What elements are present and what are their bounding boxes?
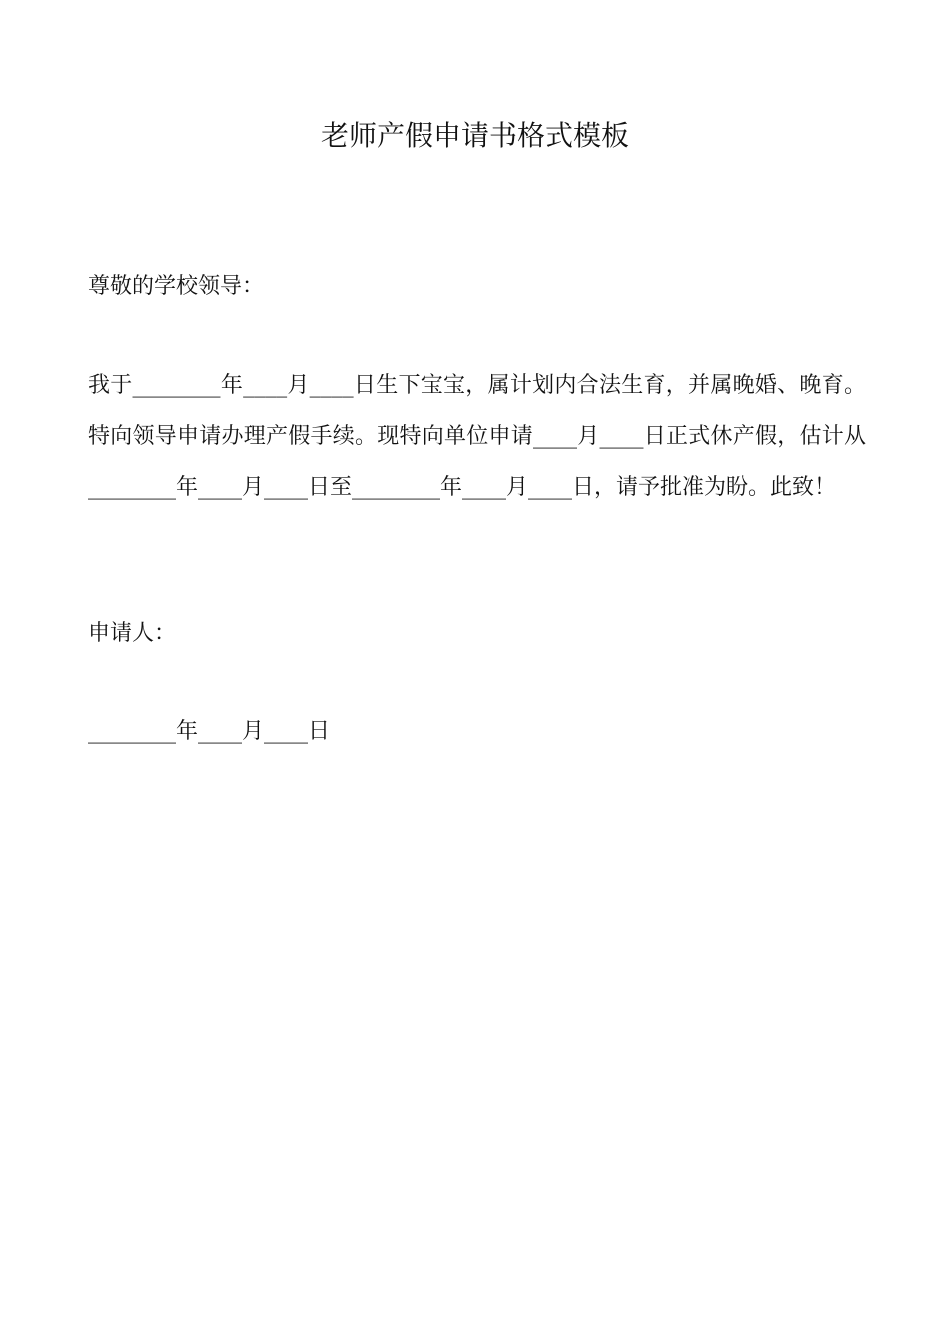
signature-date-line: ________年____月____日 bbox=[88, 719, 331, 744]
salutation-text: 尊敬的学校领导： bbox=[88, 274, 265, 299]
applicant-label: 申请人： bbox=[88, 621, 177, 646]
application-body-paragraph: 我于________年____月____日生下宝宝，属计划内合法生育，并属晚婚、晚育。特向领导申请办理产假手续。现特向单位申请____月____日正式休产假，估计从________年____月____日至________年____月____日，请予批准为盼。此致！ bbox=[88, 373, 866, 500]
document-title: 老师产假申请书格式模板 bbox=[320, 119, 629, 152]
